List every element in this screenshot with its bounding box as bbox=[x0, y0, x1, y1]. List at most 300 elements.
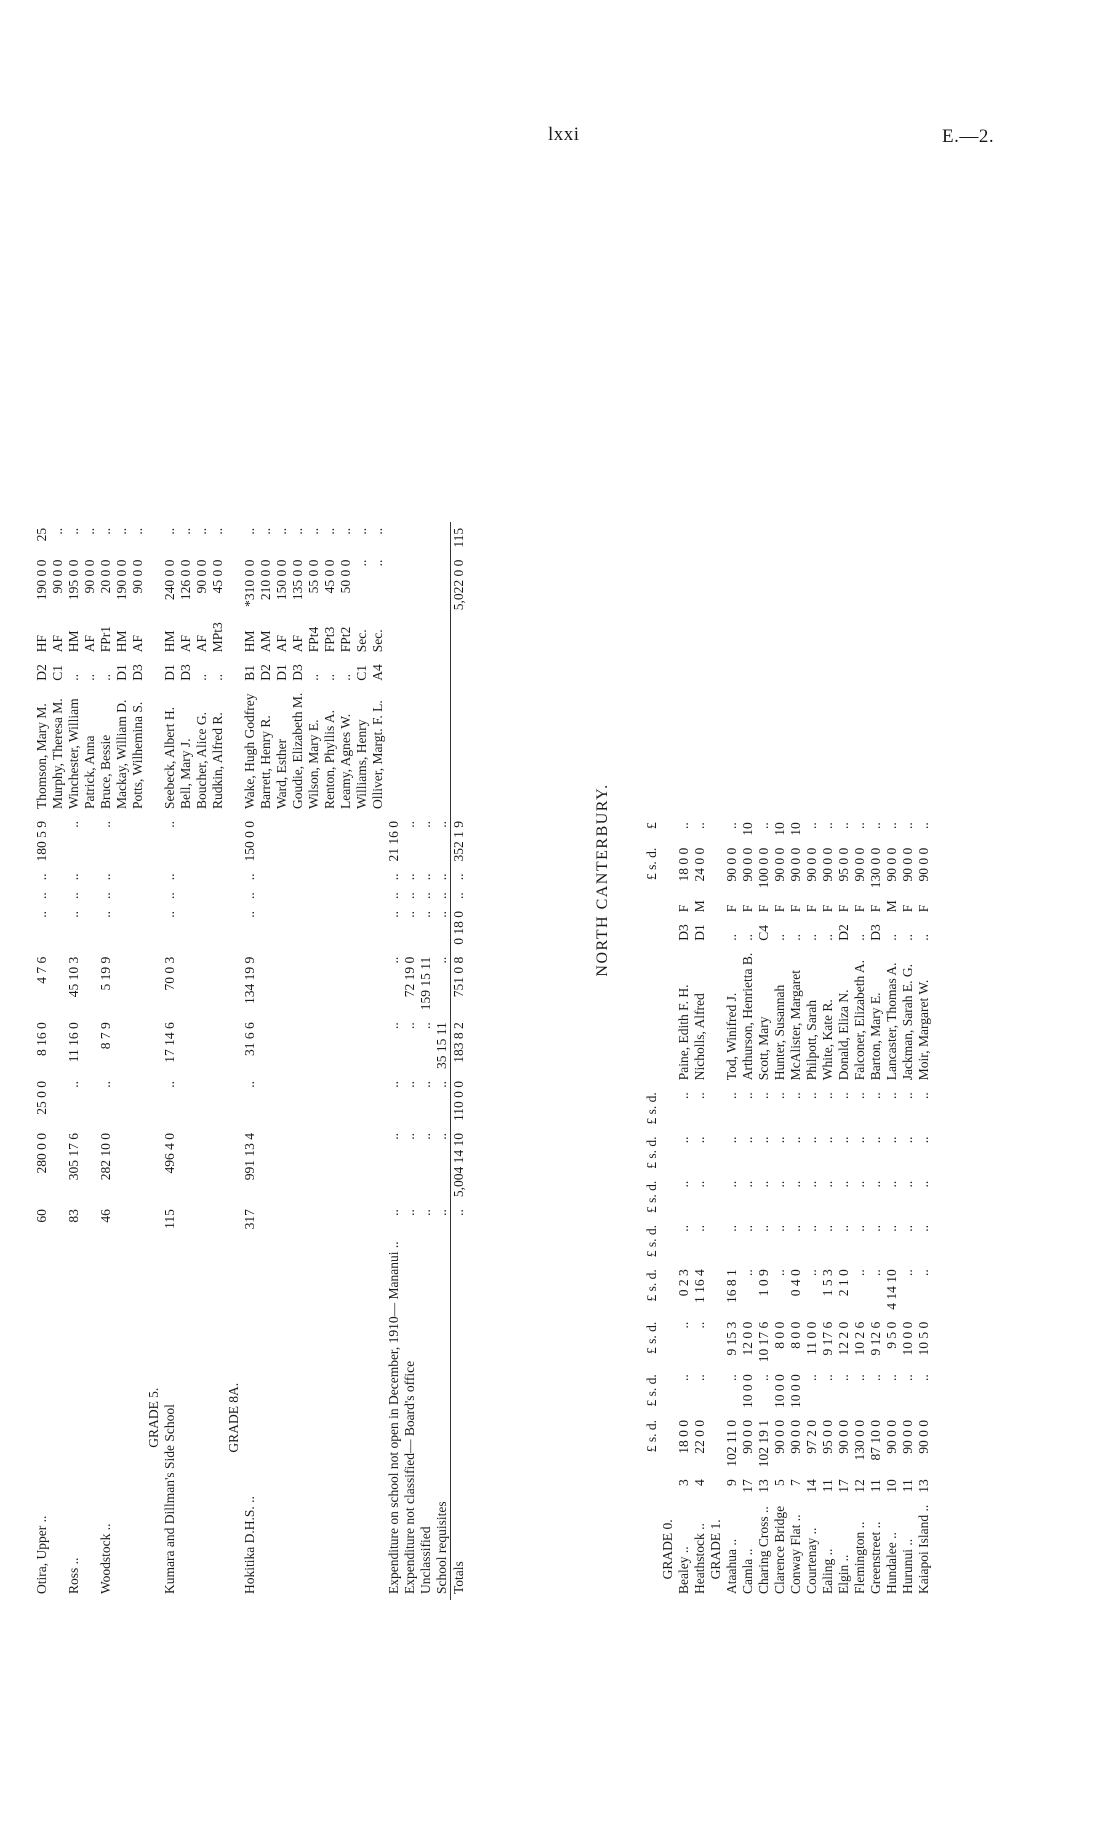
table-cell bbox=[290, 867, 306, 886]
table-row bbox=[676, 816, 692, 1600]
table-cell: .. bbox=[916, 1180, 931, 1188]
table-cell: 10 0 0 bbox=[900, 1321, 915, 1356]
table-cell: .. bbox=[900, 822, 915, 829]
table-cell: 72 19 0 bbox=[402, 956, 417, 998]
table-row bbox=[852, 816, 868, 1600]
table-cell: 1 5 3 bbox=[820, 1269, 835, 1297]
table-row bbox=[34, 522, 50, 1600]
table-cell bbox=[354, 1075, 370, 1127]
totals-cell: .. bbox=[451, 867, 468, 886]
table-cell: .. bbox=[386, 910, 401, 918]
table-cell: .. bbox=[418, 820, 433, 828]
totals-row bbox=[451, 522, 468, 1600]
table-cell bbox=[386, 616, 402, 658]
table-cell bbox=[370, 815, 386, 868]
table-row bbox=[258, 522, 274, 1600]
table-cell: .. bbox=[386, 1132, 401, 1140]
north-canterbury-table bbox=[644, 816, 932, 1600]
table-cell: 130 0 0 bbox=[852, 1420, 867, 1461]
table-cell: .. bbox=[418, 1209, 433, 1216]
table-cell bbox=[402, 522, 418, 554]
table-cell: Bruce, Bessie bbox=[98, 734, 113, 809]
table-cell: Donald, Eliza N. bbox=[836, 989, 851, 1081]
table-cell: .. bbox=[290, 527, 305, 535]
table-cell: .. bbox=[66, 820, 81, 828]
table-cell bbox=[194, 867, 210, 886]
table-cell: Bell, Mary J. bbox=[178, 738, 193, 809]
table-cell: 190 0 0 bbox=[114, 559, 129, 601]
table-row bbox=[804, 816, 820, 1600]
table-cell: .. bbox=[242, 873, 257, 881]
table-cell bbox=[194, 951, 210, 1017]
table-cell bbox=[274, 1203, 290, 1235]
table-cell: Potts, Wilhemina S. bbox=[130, 701, 145, 809]
table-cell bbox=[114, 815, 130, 868]
table-row bbox=[884, 816, 900, 1600]
table-row bbox=[290, 522, 306, 1600]
totals-cell: 352 1 9 bbox=[451, 815, 468, 868]
table-cell: .. bbox=[804, 1136, 819, 1144]
table-cell: 10 0 0 bbox=[772, 1374, 787, 1409]
table-cell: Nicholls, Alfred bbox=[692, 993, 707, 1081]
table-cell: Wake, Hugh Godfrey bbox=[242, 693, 257, 809]
table-cell: D1 bbox=[692, 924, 707, 941]
table-cell: .. bbox=[402, 892, 417, 899]
table-cell: 100 0 0 bbox=[756, 847, 771, 889]
table-cell: .. bbox=[788, 1092, 803, 1099]
table-cell: Mackay, William D. bbox=[114, 699, 129, 809]
table-cell bbox=[306, 1075, 322, 1127]
table-cell bbox=[338, 1203, 354, 1235]
table-cell bbox=[82, 886, 98, 905]
table-cell: .. bbox=[916, 1136, 931, 1144]
table-cell bbox=[386, 687, 402, 815]
table-cell: 10 17 6 bbox=[756, 1321, 771, 1363]
table-cell bbox=[210, 886, 226, 905]
table-cell: Sec. bbox=[370, 629, 385, 653]
table-cell: 13 bbox=[916, 1479, 931, 1493]
table-cell: .. bbox=[386, 873, 401, 881]
table-cell: 14 bbox=[804, 1479, 819, 1493]
table-cell: Olliver, Margt. F. L. bbox=[370, 700, 385, 809]
table-cell: .. bbox=[34, 910, 49, 918]
table-cell: .. bbox=[804, 1225, 819, 1232]
table-cell: 11 bbox=[820, 1479, 835, 1493]
table-cell bbox=[82, 951, 98, 1017]
table-cell bbox=[82, 867, 98, 886]
table-cell: F bbox=[788, 904, 803, 913]
table-cell: .. bbox=[804, 933, 819, 941]
table-cell bbox=[130, 1235, 146, 1600]
table-cell: .. bbox=[916, 1225, 931, 1232]
table-cell: 305 17 6 bbox=[66, 1132, 81, 1181]
table-cell bbox=[274, 815, 290, 868]
table-row bbox=[146, 522, 162, 1600]
table-cell bbox=[434, 658, 451, 687]
table-cell: .. bbox=[178, 527, 193, 535]
totals-cell: 110 0 0 bbox=[451, 1075, 468, 1127]
table-cell bbox=[258, 867, 274, 886]
table-cell: 10 bbox=[788, 822, 803, 836]
table-cell: 90 0 0 bbox=[788, 847, 803, 882]
table-cell: GRADE 8A. bbox=[226, 1382, 241, 1453]
table-cell: .. bbox=[114, 527, 129, 535]
table-cell: .. bbox=[322, 527, 337, 535]
table-cell: .. bbox=[740, 1269, 755, 1277]
table-cell: .. bbox=[66, 1080, 81, 1088]
table-cell bbox=[258, 1235, 274, 1600]
table-cell: FPt2 bbox=[338, 626, 353, 653]
table-cell: 95 0 0 bbox=[820, 1420, 835, 1454]
table-cell: 8 7 9 bbox=[98, 1022, 113, 1050]
table-cell: .. bbox=[884, 933, 899, 941]
table-cell: .. bbox=[836, 1180, 851, 1188]
table-cell: Greenstreet .. bbox=[868, 1521, 883, 1594]
table-cell: 4 bbox=[692, 1479, 707, 1487]
table-cell: 16 8 1 bbox=[724, 1269, 739, 1304]
table-cell: 2 1 0 bbox=[836, 1269, 851, 1297]
table-cell: D2 bbox=[836, 924, 851, 941]
table-cell bbox=[50, 1235, 66, 1600]
currency-header-cell bbox=[644, 894, 660, 918]
table-cell: .. bbox=[386, 1022, 401, 1029]
table-cell: 22 0 0 bbox=[692, 1420, 707, 1454]
table-cell bbox=[258, 886, 274, 905]
table-cell bbox=[370, 1075, 386, 1127]
table-cell: .. bbox=[402, 1132, 417, 1140]
table-cell bbox=[178, 815, 194, 868]
table-cell: .. bbox=[916, 933, 931, 941]
table-cell: Camla .. bbox=[740, 1548, 755, 1594]
table-cell: .. bbox=[724, 1225, 739, 1232]
table-cell: HM bbox=[114, 630, 129, 653]
table-cell: AM bbox=[258, 630, 273, 653]
table-cell: Paine, Edith F. H. bbox=[676, 984, 691, 1081]
table-cell: Ross .. bbox=[66, 1557, 81, 1594]
currency-header-cell: £ s. d. bbox=[644, 1136, 659, 1169]
table-cell: .. bbox=[66, 892, 81, 899]
table-cell: .. bbox=[916, 1374, 931, 1382]
table-cell: 90 0 0 bbox=[852, 847, 867, 882]
table-cell: .. bbox=[98, 1080, 113, 1088]
table-cell: 317 bbox=[242, 1209, 257, 1230]
table-cell: Kaiapoi Island .. bbox=[916, 1504, 931, 1594]
table-cell bbox=[50, 905, 66, 951]
table-cell: D2 bbox=[34, 664, 49, 681]
table-cell: 150 0 0 bbox=[274, 559, 289, 601]
table-cell bbox=[290, 1127, 306, 1203]
table-cell: HM bbox=[242, 630, 257, 653]
table-cell bbox=[50, 1127, 66, 1203]
table-cell: 90 0 0 bbox=[740, 847, 755, 882]
table-cell bbox=[418, 522, 434, 554]
table-cell: .. bbox=[676, 1321, 691, 1329]
table-cell bbox=[194, 1235, 210, 1600]
table-cell bbox=[290, 905, 306, 951]
table-cell bbox=[194, 815, 210, 868]
table-cell: FPt4 bbox=[306, 626, 321, 653]
table-row bbox=[178, 522, 194, 1600]
table-cell: .. bbox=[34, 892, 49, 899]
table-cell: 90 0 0 bbox=[884, 847, 899, 882]
table-cell: 18 0 0 bbox=[676, 1420, 691, 1454]
table-cell bbox=[178, 886, 194, 905]
table-cell bbox=[290, 815, 306, 868]
table-cell: 195 0 0 bbox=[66, 559, 81, 601]
table-cell: Bealey .. bbox=[676, 1546, 691, 1594]
table-cell bbox=[322, 815, 338, 868]
currency-header-cell bbox=[644, 1499, 660, 1600]
table-cell bbox=[370, 951, 386, 1017]
table-cell: .. bbox=[868, 1136, 883, 1144]
currency-header-cell: £ s. d. bbox=[644, 1180, 659, 1213]
table-cell bbox=[178, 867, 194, 886]
table-cell: 10 bbox=[884, 1479, 899, 1493]
table-cell: 4 14 10 bbox=[884, 1269, 899, 1310]
table-cell: .. bbox=[852, 1269, 867, 1277]
table-cell bbox=[290, 1235, 306, 1600]
table-cell: .. bbox=[772, 1092, 787, 1099]
table-cell: .. bbox=[868, 1180, 883, 1188]
table-cell: .. bbox=[194, 527, 209, 535]
table-row bbox=[226, 522, 242, 1600]
table-row bbox=[772, 816, 788, 1600]
table-cell: Ward, Esther bbox=[274, 738, 289, 809]
currency-header-cell: £ s. d. bbox=[644, 847, 659, 880]
table-cell bbox=[130, 886, 146, 905]
table-cell: 159 15 11 bbox=[418, 956, 433, 1011]
table-cell: M bbox=[884, 900, 899, 913]
table-cell: .. bbox=[676, 1374, 691, 1382]
table-cell: F bbox=[756, 904, 771, 913]
table-cell: .. bbox=[66, 910, 81, 918]
table-cell: .. bbox=[676, 1136, 691, 1144]
table-cell: .. bbox=[402, 873, 417, 881]
table-cell: .. bbox=[900, 1269, 915, 1277]
table-cell: .. bbox=[756, 822, 771, 829]
table-cell: .. bbox=[210, 674, 225, 681]
table-cell: .. bbox=[162, 892, 177, 899]
table-cell bbox=[370, 1203, 386, 1235]
table-cell: Arthurson, Henrietta B. bbox=[740, 952, 755, 1081]
table-cell bbox=[130, 951, 146, 1017]
table-cell: .. bbox=[852, 1180, 867, 1188]
table-cell: C1 bbox=[354, 664, 369, 681]
table-cell: 90 0 0 bbox=[916, 847, 931, 882]
table-cell: GRADE 0. bbox=[660, 1519, 675, 1580]
table-cell bbox=[50, 1203, 66, 1235]
table-cell: D3 bbox=[290, 664, 305, 681]
table-cell: .. bbox=[740, 1092, 755, 1099]
table-cell: 90 0 0 bbox=[772, 1420, 787, 1454]
table-cell: .. bbox=[434, 892, 449, 899]
table-cell: 1 0 9 bbox=[756, 1269, 771, 1297]
table-cell: .. bbox=[852, 822, 867, 829]
table-cell bbox=[354, 905, 370, 951]
table-cell bbox=[210, 1127, 226, 1203]
table-cell bbox=[306, 951, 322, 1017]
table-cell: .. bbox=[916, 1092, 931, 1099]
table-cell: .. bbox=[402, 820, 417, 828]
table-cell bbox=[370, 905, 386, 951]
table-cell: D1 bbox=[162, 664, 177, 681]
table-cell: 8 16 0 bbox=[34, 1022, 49, 1056]
table-cell: .. bbox=[306, 527, 321, 535]
table-cell: .. bbox=[386, 1080, 401, 1088]
table-cell: F bbox=[852, 904, 867, 913]
table-cell: Conway Flat .. bbox=[788, 1514, 803, 1594]
table-cell: AF bbox=[130, 634, 145, 653]
table-cell bbox=[178, 1127, 194, 1203]
table-cell bbox=[50, 951, 66, 1017]
table-cell bbox=[194, 1075, 210, 1127]
table-cell: .. bbox=[434, 820, 449, 828]
table-cell: Hokitika D.H.S. .. bbox=[242, 1496, 257, 1594]
table-row bbox=[868, 816, 884, 1600]
table-cell: 90 0 0 bbox=[900, 1420, 915, 1454]
series-code: E.—2. bbox=[942, 126, 995, 147]
table-cell bbox=[114, 1016, 130, 1075]
table-cell: .. bbox=[386, 1209, 401, 1216]
table-cell: 12 bbox=[852, 1479, 867, 1493]
table-cell bbox=[82, 1016, 98, 1075]
table-cell: A4 bbox=[370, 664, 385, 681]
table-cell: .. bbox=[724, 1092, 739, 1099]
table-cell: .. bbox=[692, 822, 707, 829]
table-cell bbox=[322, 1075, 338, 1127]
table-cell: .. bbox=[804, 1374, 819, 1382]
table-cell: .. bbox=[740, 933, 755, 941]
table-cell: *310 0 0 bbox=[242, 559, 257, 607]
table-cell: Goudie, Elizabeth M. bbox=[290, 692, 305, 809]
table-cell bbox=[370, 1127, 386, 1203]
table-cell: Patrick, Anna bbox=[82, 735, 97, 809]
table-cell bbox=[130, 1203, 146, 1235]
table-cell: Renton, Phyllis A. bbox=[322, 709, 337, 809]
table-row bbox=[130, 522, 146, 1600]
table-cell: .. bbox=[868, 1269, 883, 1277]
table-cell: Leamy, Agnes W. bbox=[338, 713, 353, 809]
table-cell: 87 10 0 bbox=[868, 1420, 883, 1461]
table-cell: 24 0 0 bbox=[692, 847, 707, 882]
table-cell: Winchester, William bbox=[66, 698, 81, 809]
table-cell: .. bbox=[820, 1374, 835, 1382]
table-cell: .. bbox=[836, 1136, 851, 1144]
page-number: lxxi bbox=[548, 124, 580, 145]
table-cell: AF bbox=[178, 634, 193, 653]
table-cell: 60 bbox=[34, 1209, 49, 1223]
table-row bbox=[194, 522, 210, 1600]
table-cell: 135 0 0 bbox=[290, 559, 305, 601]
table-cell: .. bbox=[386, 956, 401, 964]
table-cell: .. bbox=[386, 892, 401, 899]
table-cell: .. bbox=[692, 1321, 707, 1329]
table-cell: 50 0 0 bbox=[338, 559, 353, 594]
table-cell bbox=[338, 815, 354, 868]
table-cell: 17 bbox=[740, 1479, 755, 1493]
currency-header-cell: £ s. d. bbox=[644, 1374, 659, 1407]
table-cell bbox=[338, 905, 354, 951]
table-cell bbox=[114, 951, 130, 1017]
table-cell bbox=[322, 1235, 338, 1600]
table-cell: .. bbox=[852, 1225, 867, 1232]
table-cell: .. bbox=[402, 1080, 417, 1088]
table-cell bbox=[354, 951, 370, 1017]
table-row bbox=[386, 522, 402, 1600]
table-cell bbox=[194, 1203, 210, 1235]
table-cell: .. bbox=[306, 674, 321, 681]
table-cell bbox=[338, 1127, 354, 1203]
table-cell: .. bbox=[676, 822, 691, 829]
table-cell: .. bbox=[370, 559, 385, 567]
table-cell: 45 0 0 bbox=[322, 559, 337, 594]
table-cell: .. bbox=[788, 1180, 803, 1188]
table-cell: 90 0 0 bbox=[836, 1420, 851, 1454]
table-cell: 17 bbox=[836, 1479, 851, 1493]
table-cell bbox=[50, 1016, 66, 1075]
table-cell: Jackman, Sarah E. G. bbox=[900, 963, 915, 1081]
table-cell bbox=[322, 886, 338, 905]
table-cell: M bbox=[692, 900, 707, 913]
table-cell: .. bbox=[242, 527, 257, 535]
table-cell: Sec. bbox=[354, 629, 369, 653]
table-cell: .. bbox=[772, 1269, 787, 1277]
table-cell bbox=[418, 687, 434, 815]
table-cell: F bbox=[804, 904, 819, 913]
table-cell bbox=[418, 554, 434, 617]
table-cell bbox=[402, 687, 418, 815]
table-cell: .. bbox=[884, 1092, 899, 1099]
table-cell: 45 10 3 bbox=[66, 956, 81, 998]
table-cell: AF bbox=[290, 634, 305, 653]
table-cell: Otira, Upper .. bbox=[34, 1515, 49, 1594]
table-row bbox=[242, 522, 258, 1600]
table-cell: 282 10 0 bbox=[98, 1132, 113, 1181]
table-cell bbox=[178, 951, 194, 1017]
table-cell: 83 bbox=[66, 1209, 81, 1223]
table-cell bbox=[402, 658, 418, 687]
table-cell bbox=[386, 522, 402, 554]
currency-header-cell: £ bbox=[644, 822, 659, 829]
table-cell: .. bbox=[836, 1374, 851, 1382]
table-cell bbox=[82, 1235, 98, 1600]
table-row bbox=[740, 816, 756, 1600]
table-cell: .. bbox=[868, 822, 883, 829]
table-cell bbox=[130, 1127, 146, 1203]
table-cell: .. bbox=[772, 1136, 787, 1144]
table-cell bbox=[114, 1203, 130, 1235]
table-cell: .. bbox=[418, 1022, 433, 1029]
table-cell: .. bbox=[34, 873, 49, 881]
table-cell: 18 0 0 bbox=[676, 847, 691, 882]
table-cell bbox=[354, 1203, 370, 1235]
table-cell: .. bbox=[66, 873, 81, 881]
table-cell: 90 0 0 bbox=[724, 847, 739, 882]
table-cell: .. bbox=[884, 1180, 899, 1188]
table-row bbox=[820, 816, 836, 1600]
totals-cell: 751 0 8 bbox=[451, 951, 468, 1017]
table-row bbox=[916, 816, 932, 1600]
table-cell: .. bbox=[788, 1225, 803, 1232]
table-cell: .. bbox=[724, 1374, 739, 1382]
table-cell bbox=[210, 815, 226, 868]
table-cell: 90 0 0 bbox=[50, 559, 65, 594]
table-cell bbox=[194, 1016, 210, 1075]
table-cell: .. bbox=[916, 1269, 931, 1277]
table-cell: F bbox=[916, 904, 931, 913]
table-cell: .. bbox=[98, 873, 113, 881]
table-cell bbox=[130, 867, 146, 886]
